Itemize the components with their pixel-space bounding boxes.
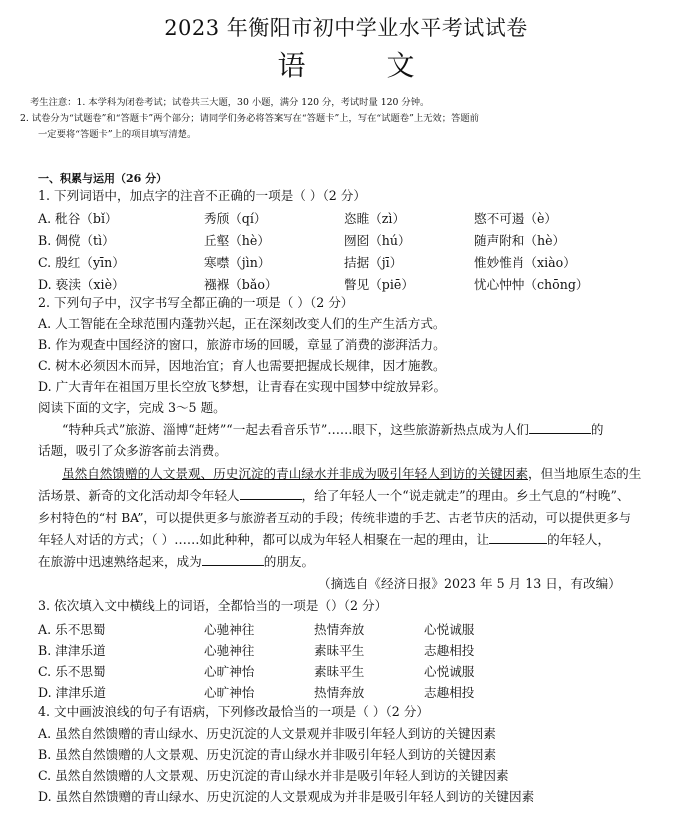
q3-row-d	[38, 682, 678, 700]
q1-d-1: D. 亵渎（xiè）	[38, 277, 125, 292]
q1-a-4: 愍不可遏（è）	[474, 211, 558, 226]
reading-intro: 阅读下面的文字，完成 3～5 题。	[38, 400, 226, 415]
q3-row-c	[38, 661, 678, 679]
q1-b-1: B. 倜傥（tì）	[38, 233, 115, 248]
q1-d-2: 襁褓（bǎo）	[204, 277, 278, 292]
q4-option-a: A. 虽然自然馈赠的青山绿水、历史沉淀的人文景观并非吸引年轻人到访的关键因素	[38, 726, 496, 741]
reading-p2-text-h: 在旅游中迅速熟络起来，成为	[38, 554, 202, 569]
q4-option-b: B. 虽然自然馈赠的人文景观、历史沉淀的青山绿水并非吸引年轻人到访的关键因素	[38, 747, 497, 762]
q3-b-3: 素昧平生	[314, 643, 365, 658]
q3-b-2: 心驰神往	[204, 643, 255, 658]
q2-option-b: B. 作为观查中国经济的窗口，旅游市场的回暖，章显了消费的澎湃活力。	[38, 337, 446, 352]
q1-a-1: A. 秕谷（bǐ）	[38, 211, 118, 226]
subject-title: 语 文	[277, 49, 451, 82]
q3-d-2: 心旷神怡	[204, 685, 255, 700]
notice-line-3: 一定要将“答题卡”上的项目填写清楚。	[38, 129, 197, 140]
reading-p2-line1	[62, 465, 641, 483]
q1-c-4: 惟妙惟肖（xiào）	[474, 255, 576, 270]
q3-c-4: 心悦诚服	[424, 664, 475, 679]
q1-row-a	[38, 208, 678, 226]
reading-p1-line1	[62, 421, 603, 439]
reading-p2-text-b: ，但当地原生态的生	[527, 466, 642, 481]
reading-p1-text-b: 的	[590, 422, 604, 437]
reading-p2-text-i: 的朋友。	[263, 554, 315, 569]
exam-title: 2023 年衡阳市初中学业水平考试试卷	[164, 16, 528, 40]
q3-a-2: 心驰神往	[204, 622, 255, 637]
q3-c-2: 心旷神怡	[204, 664, 255, 679]
reading-p1-text-a: “特种兵式”旅游、淄博“赶烤”“一起去看音乐节”……眼下，这些旅游新热点成为人们	[62, 422, 529, 437]
reading-p2-line4	[38, 531, 610, 549]
blank-3	[489, 531, 547, 544]
q3-a-3: 热情奔放	[314, 622, 365, 637]
reading-p2-text-g: 的年轻人，	[547, 532, 611, 547]
q3-b-4: 志趣相投	[424, 643, 475, 658]
q1-row-b	[38, 230, 678, 248]
q1-a-3: 恣睢（zì）	[344, 211, 406, 226]
reading-p2-text-f: 年轻人对话的方式；（ ）……如此种种，都可以成为年轻人相聚在一起的理由，让	[38, 532, 490, 547]
q2-stem: 2. 下列句子中，汉字书写全都正确的一项是（ ）（2 分）	[38, 295, 354, 310]
q1-row-d	[38, 274, 678, 292]
q3-c-1: C. 乐不思蜀	[38, 664, 106, 679]
q3-stem: 3. 依次填入文中横线上的词语，全都恰当的一项是（）（2 分）	[38, 598, 388, 613]
reading-p2-line3: 乡村特色的“村 BA”，可以提供更多与旅游者互动的手段；传统非遗的手艺、古老节庆的活动，可以提供更多与	[38, 511, 631, 525]
q4-option-c: C. 虽然自然馈赠的人文景观、历史沉淀的青山绿水并非是吸引年轻人到访的关键因素	[38, 768, 509, 783]
reading-p2-line5	[38, 553, 314, 571]
section-heading: 一、积累与运用（26 分）	[38, 172, 168, 185]
reading-source: （摘选自《经济日报》2023 年 5 月 13 日，有改编）	[318, 576, 621, 591]
q3-c-3: 素昧平生	[314, 664, 365, 679]
q3-row-a	[38, 619, 678, 637]
q3-a-1: A. 乐不思蜀	[38, 622, 106, 637]
blank-2	[240, 487, 302, 500]
q1-c-1: C. 殷红（yīn）	[38, 255, 125, 270]
q3-d-4: 志趣相投	[424, 685, 475, 700]
q4-option-d: D. 虽然自然馈赠的青山绿水、历史沉淀的人文景观成为并非是吸引年轻人到访的关键因素	[38, 789, 535, 804]
q2-option-d: D. 广大青年在祖国万里长空放飞梦想，让青春在实现中国梦中绽放异彩。	[38, 379, 447, 394]
q3-b-1: B. 津津乐道	[38, 643, 106, 658]
q3-d-1: D. 津津乐道	[38, 685, 107, 700]
q1-d-3: 瞥见（piē）	[344, 277, 414, 292]
q1-b-4: 随声附和（hè）	[474, 233, 566, 248]
q1-d-4: 忧心忡忡（chōng）	[474, 277, 589, 292]
reading-p2-text-c: 活场景、新奇的文化活动却令年轻人	[38, 488, 240, 503]
notice-line-1: 考生注意：1. 本学科为闭卷考试；试卷共三大题，30 小题，满分 120 分，考试时量 120 分钟。	[30, 97, 430, 108]
reading-p2-line2	[38, 487, 630, 505]
q1-row-c	[38, 252, 678, 270]
q2-option-a: A. 人工智能在全球范围内蓬勃兴起，正在深刻改变人们的生产生活方式。	[38, 316, 446, 331]
wavy-sentence: 虽然自然馈赠的人文景观、历史沉淀的青山绿水并非成为吸引年轻人到访的关键因素	[62, 466, 528, 481]
blank-1	[529, 421, 591, 434]
q1-c-2: 寒噤（jìn）	[204, 255, 271, 270]
reading-p2-text-d: ，给了年轻人一个“说走就走”的理由。乡土气息的“村晚”、	[301, 488, 630, 503]
q3-row-b	[38, 640, 678, 658]
reading-p1-line2: 话题，吸引了众多游客前去消费。	[38, 443, 227, 458]
q1-stem: 1. 下列词语中，加点字的注音不正确的一项是（ ）（2 分）	[38, 188, 366, 203]
q1-c-3: 拮据（jī）	[344, 255, 403, 270]
q1-b-2: 丘壑（hè）	[204, 233, 270, 248]
q2-option-c: C. 树木必须因木而异，因地治宜；育人也需要把握成长规律，因才施教。	[38, 358, 446, 373]
q1-a-2: 秀颀（qí）	[204, 211, 267, 226]
blank-4	[202, 553, 264, 566]
q3-d-3: 热情奔放	[314, 685, 365, 700]
q4-stem: 4. 文中画波浪线的句子有语病，下列修改最恰当的一项是（ ）（2 分）	[38, 704, 429, 719]
q3-a-4: 心悦诚服	[424, 622, 475, 637]
q1-b-3: 囫囵（hú）	[344, 233, 411, 248]
notice-line-2: 2. 试卷分为“试题卷”和“答题卡”两个部分；请同学们务必将答案写在“答题卡”上，写在“试题卷”上无效；答题前	[20, 113, 479, 124]
